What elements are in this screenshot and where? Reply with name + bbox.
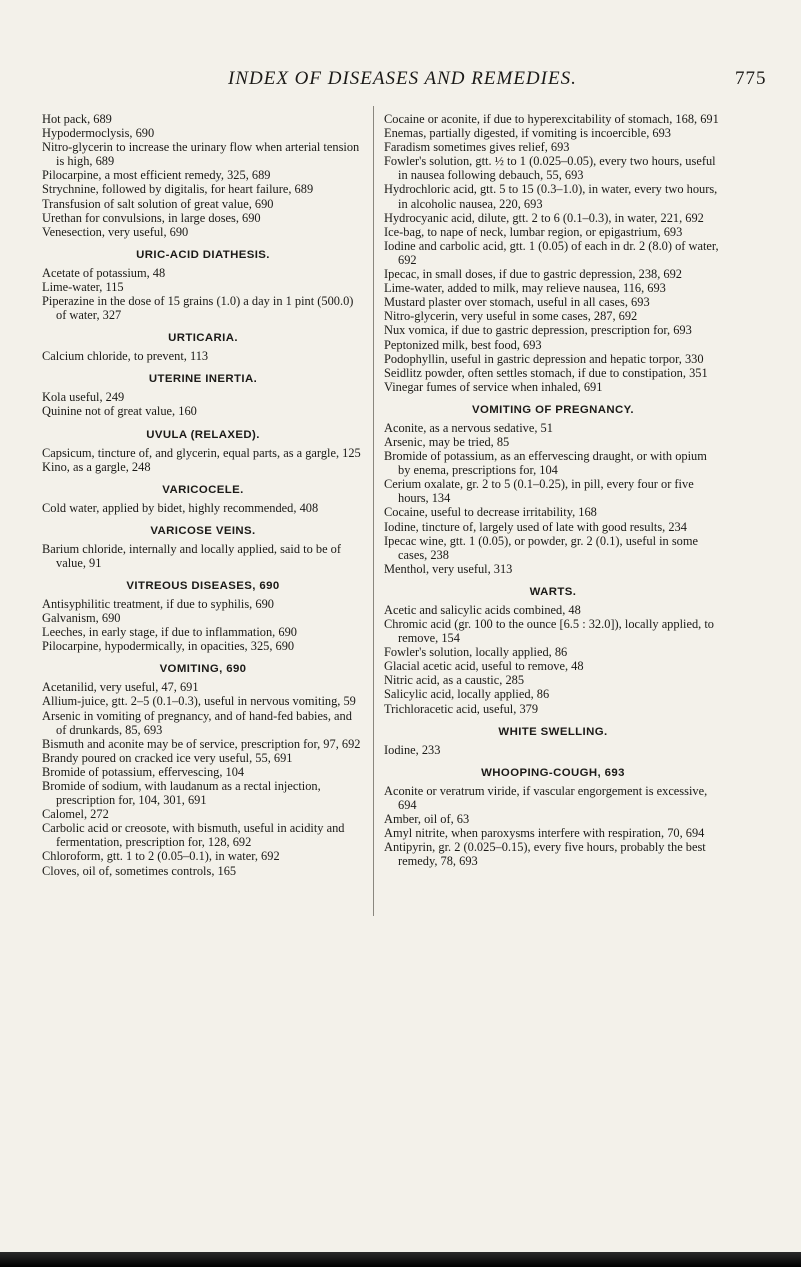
- index-entry: Acetanilid, very useful, 47, 691: [42, 680, 199, 695]
- index-entry: Peptonized milk, best food, 693: [384, 337, 542, 352]
- index-entry: Glacial acetic acid, useful to remove, 48: [384, 659, 584, 674]
- index-entry: Ipecac wine, gtt. 1 (0.05), or powder, gr. 2 (0.1), useful in some cases, 238: [384, 533, 699, 562]
- index-entry: Arsenic in vomiting of pregnancy, and of hand-fed babies, and of drunkards, 85, 693: [42, 708, 352, 737]
- index-entry: Bromide of potassium, as an effervescing draught, or with opium by enema, prescriptions for, 104: [384, 449, 707, 478]
- section-heading: UVULA (RELAXED).: [146, 428, 260, 441]
- right-column: [384, 112, 722, 868]
- index-entry: Seidlitz powder, often settles stomach, if due to constipation, 351: [384, 365, 708, 380]
- section-heading: VITREOUS DISEASES, 690: [126, 579, 280, 592]
- index-entry: Cloves, oil of, sometimes controls, 165: [42, 863, 237, 878]
- index-entry: Mustard plaster over stomach, useful in all cases, 693: [384, 295, 650, 310]
- index-entry: Antisyphilitic treatment, if due to syphilis, 690: [42, 596, 274, 611]
- index-entry: Lime-water, added to milk, may relieve nausea, 116, 693: [384, 281, 666, 296]
- index-entry: Leeches, in early stage, if due to inflammation, 690: [42, 625, 297, 640]
- section-heading: UTERINE INERTIA.: [148, 373, 258, 386]
- index-entry: Quinine not of great value, 160: [42, 404, 197, 419]
- index-entry: Faradism sometimes gives relief, 693: [384, 140, 570, 155]
- index-entry: Bismuth and aconite may be of service, prescription for, 97, 692: [42, 736, 361, 751]
- index-entry: Amyl nitrite, when paroxysms interfere with respiration, 70, 694: [384, 826, 705, 841]
- index-entry: Calomel, 272: [42, 807, 109, 822]
- index-entry: Galvanism, 690: [42, 611, 121, 626]
- index-entry: Hypodermoclysis, 690: [42, 126, 155, 141]
- scan-edge-band: [0, 1252, 801, 1267]
- section-heading: WHOOPING-COUGH, 693: [481, 766, 625, 779]
- section-heading: VARICOSE VEINS.: [150, 524, 256, 537]
- index-entry: Enemas, partially digested, if vomiting is incoercible, 693: [384, 126, 671, 141]
- index-entry: Chloroform, gtt. 1 to 2 (0.05–0.1), in water, 692: [42, 849, 280, 864]
- index-entry: Nitro-glycerin to increase the urinary flow when arterial tension is high, 689: [42, 140, 360, 169]
- column-divider: [373, 106, 374, 916]
- section-heading: URIC-ACID DIATHESIS.: [136, 248, 270, 261]
- section-heading: WARTS.: [529, 585, 577, 598]
- index-entry: Carbolic acid or creosote, with bismuth, useful in acidity and fermentation, prescription for, 128, 692: [42, 821, 345, 850]
- index-entry: Nitro-glycerin, very useful in some cases, 287, 692: [384, 309, 638, 324]
- index-entry: Strychnine, followed by digitalis, for heart failure, 689: [42, 182, 314, 197]
- section-heading: VARICOCELE.: [162, 483, 244, 496]
- index-entry: Pilocarpine, hypodermically, in opacities, 325, 690: [42, 639, 295, 654]
- index-entry: Iodine and carbolic acid, gtt. 1 (0.05) of each in dr. 2 (8.0) of water, 692: [384, 238, 719, 267]
- index-entry: Trichloracetic acid, useful, 379: [384, 701, 539, 716]
- index-entry: Lime-water, 115: [42, 279, 124, 294]
- index-entry: Pilocarpine, a most efficient remedy, 325, 689: [42, 168, 271, 183]
- index-entry: Barium chloride, internally and locally applied, said to be of value, 91: [42, 541, 342, 570]
- index-entry: Aconite, as a nervous sedative, 51: [384, 420, 553, 435]
- index-entry: Piperazine in the dose of 15 grains (1.0) a day in 1 pint (500.0) of water, 327: [42, 294, 354, 323]
- index-entry: Cold water, applied by bidet, highly recommended, 408: [42, 500, 319, 515]
- index-entry: Hydrocyanic acid, dilute, gtt. 2 to 6 (0.1–0.3), in water, 221, 692: [384, 210, 704, 225]
- index-entry: Nitric acid, as a caustic, 285: [384, 673, 525, 688]
- index-entry: Ipecac, in small doses, if due to gastric depression, 238, 692: [384, 267, 682, 282]
- index-entry: Calcium chloride, to prevent, 113: [42, 349, 209, 364]
- index-entry: Ice-bag, to nape of neck, lumbar region, or epigastrium, 693: [384, 224, 683, 239]
- index-entry: Kola useful, 249: [42, 390, 125, 405]
- index-entry: Cocaine, useful to decrease irritability, 168: [384, 505, 597, 520]
- index-entry: Fowler's solution, locally applied, 86: [384, 645, 568, 660]
- index-entry: Antipyrin, gr. 2 (0.025–0.15), every five hours, probably the best remedy, 78, 693: [384, 840, 706, 869]
- index-entry: Cocaine or aconite, if due to hyperexcitability of stomach, 168, 691: [384, 112, 719, 126]
- index-entry: Iodine, 233: [384, 742, 441, 757]
- index-entry: Venesection, very useful, 690: [42, 224, 189, 239]
- index-entry: Transfusion of salt solution of great value, 690: [42, 196, 274, 211]
- index-entry: Cerium oxalate, gr. 2 to 5 (0.1–0.25), in pill, every four or five hours, 134: [384, 477, 694, 506]
- index-entry: Fowler's solution, gtt. ½ to 1 (0.025–0.05), every two hours, useful in nausea following debauch, 55, 693: [384, 154, 716, 183]
- section-heading: WHITE SWELLING.: [498, 725, 608, 738]
- section-heading: URTICARIA.: [168, 332, 238, 345]
- index-entry: Menthol, very useful, 313: [384, 561, 513, 576]
- index-entry: Iodine, tincture of, largely used of late with good results, 234: [384, 519, 687, 534]
- index-entry: Nux vomica, if due to gastric depression, prescription for, 693: [384, 323, 692, 338]
- index-entry: Salicylic acid, locally applied, 86: [384, 687, 550, 702]
- index-entry: Podophyllin, useful in gastric depression and hepatic torpor, 330: [384, 351, 704, 366]
- index-entry: Brandy poured on cracked ice very useful, 55, 691: [42, 750, 293, 765]
- index-entry: Capsicum, tincture of, and glycerin, equal parts, as a gargle, 125: [42, 445, 361, 460]
- index-entry: Arsenic, may be tried, 85: [384, 434, 510, 449]
- index-entry: Urethan for convulsions, in large doses, 690: [42, 210, 261, 225]
- index-entry: Chromic acid (gr. 100 to the ounce [6.5 : 32.0]), locally applied, to remove, 154: [384, 617, 714, 646]
- section-heading: VOMITING OF PREGNANCY.: [472, 403, 634, 416]
- left-column: [42, 112, 364, 878]
- index-entry: Amber, oil of, 63: [384, 811, 470, 826]
- index-entry: Acetic and salicylic acids combined, 48: [384, 602, 581, 617]
- section-heading: VOMITING, 690: [159, 663, 247, 676]
- index-entry: Allium-juice, gtt. 2–5 (0.1–0.3), useful in nervous vomiting, 59: [42, 694, 356, 709]
- page-title: INDEX OF DISEASES AND REMEDIES.: [228, 68, 577, 89]
- index-entry: Bromide of sodium, with laudanum as a rectal injection, prescription for, 104, 301, 691: [42, 779, 321, 808]
- index-entry: Vinegar fumes of service when inhaled, 691: [384, 379, 603, 394]
- index-entry: Hydrochloric acid, gtt. 5 to 15 (0.3–1.0), in water, every two hours, in alcoholic nausea, 220, 693: [384, 182, 718, 211]
- page-number: 775: [735, 68, 767, 89]
- index-entry: Hot pack, 689: [42, 112, 112, 126]
- index-entry: Acetate of potassium, 48: [42, 265, 166, 280]
- index-entry: Kino, as a gargle, 248: [42, 459, 151, 474]
- index-entry: Aconite or veratrum viride, if vascular engorgement is excessive, 694: [384, 783, 708, 812]
- index-entry: Bromide of potassium, effervescing, 104: [42, 764, 245, 779]
